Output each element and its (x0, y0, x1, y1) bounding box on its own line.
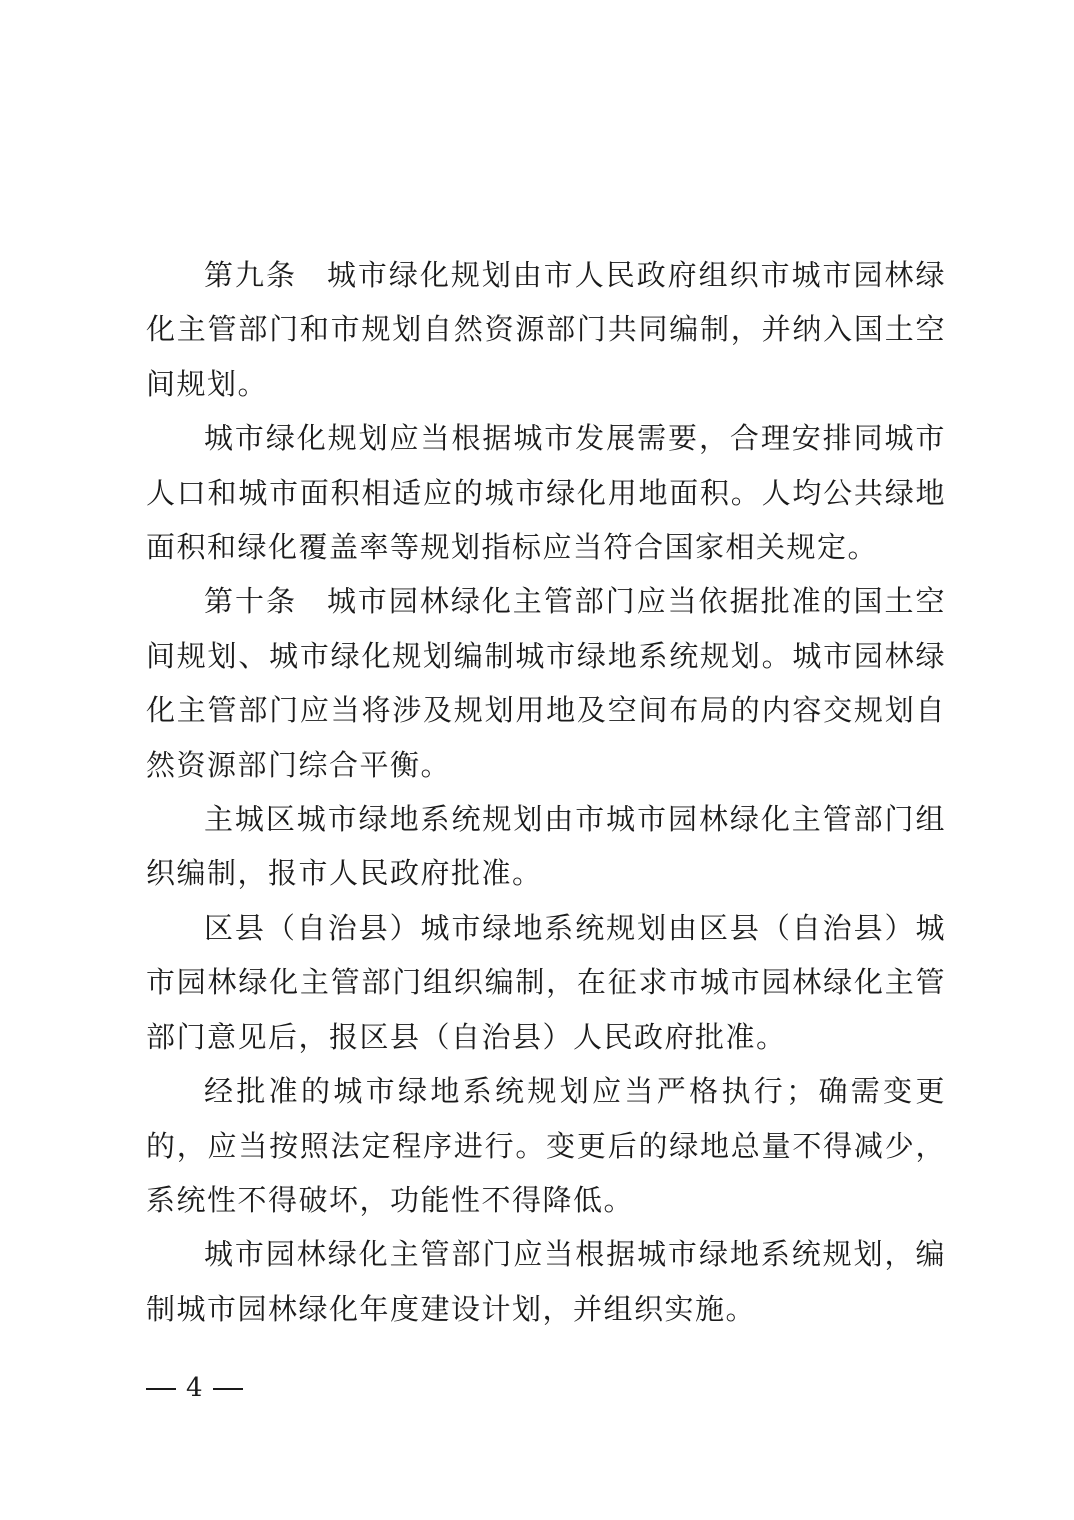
page-footer (146, 1372, 243, 1404)
paragraph (146, 792, 946, 901)
paragraph-text: 城市园林绿化主管部门应当依据批准的国土空间规划、城市绿化规划编制城市绿地系统规划。城市园林绿化主管部门应当将涉及规划用地及空间布局的内容交规划自然资源部门综合平衡。 (146, 584, 946, 782)
paragraph-article-10 (146, 574, 946, 792)
footer-dash-right (213, 1388, 243, 1390)
paragraph-text: 城市绿化规划由市人民政府组织市城市园林绿化主管部门和市规划自然资源部门共同编制，并纳入国土空间规划。 (146, 258, 946, 401)
paragraph-text: 主城区城市绿地系统规划由市城市园林绿化主管部门组织编制，报市人民政府批准。 (146, 802, 946, 891)
paragraph-article-9 (146, 248, 946, 411)
paragraph-text: 区县（自治县）城市绿地系统规划由区县（自治县）城市园林绿化主管部门组织编制，在征求市城市园林绿化主管部门意见后，报区县（自治县）人民政府批准。 (146, 910, 946, 1054)
paragraph (146, 411, 946, 574)
paragraph-text: 城市园林绿化主管部门应当根据城市绿地系统规划，编制城市园林绿化年度建设计划，并组织实施。 (146, 1237, 946, 1326)
page-number: 4 (186, 1373, 203, 1403)
footer-dash-left (146, 1388, 176, 1390)
paragraph (146, 901, 946, 1064)
article-number: 第十条 (204, 584, 297, 619)
article-number: 第九条 (204, 258, 297, 292)
document-body (146, 248, 946, 1336)
paragraph-text: 城市绿化规划应当根据城市发展需要，合理安排同城市人口和城市面积相适应的城市绿化用地面积。人均公共绿地面积和绿化覆盖率等规划指标应当符合国家相关规定。 (146, 421, 946, 565)
paragraph (146, 1064, 946, 1227)
paragraph (146, 1227, 946, 1336)
paragraph-text: 经批准的城市绿地系统规划应当严格执行；确需变更的，应当按照法定程序进行。变更后的绿地总量不得减少，系统性不得破坏，功能性不得降低。 (146, 1074, 946, 1217)
